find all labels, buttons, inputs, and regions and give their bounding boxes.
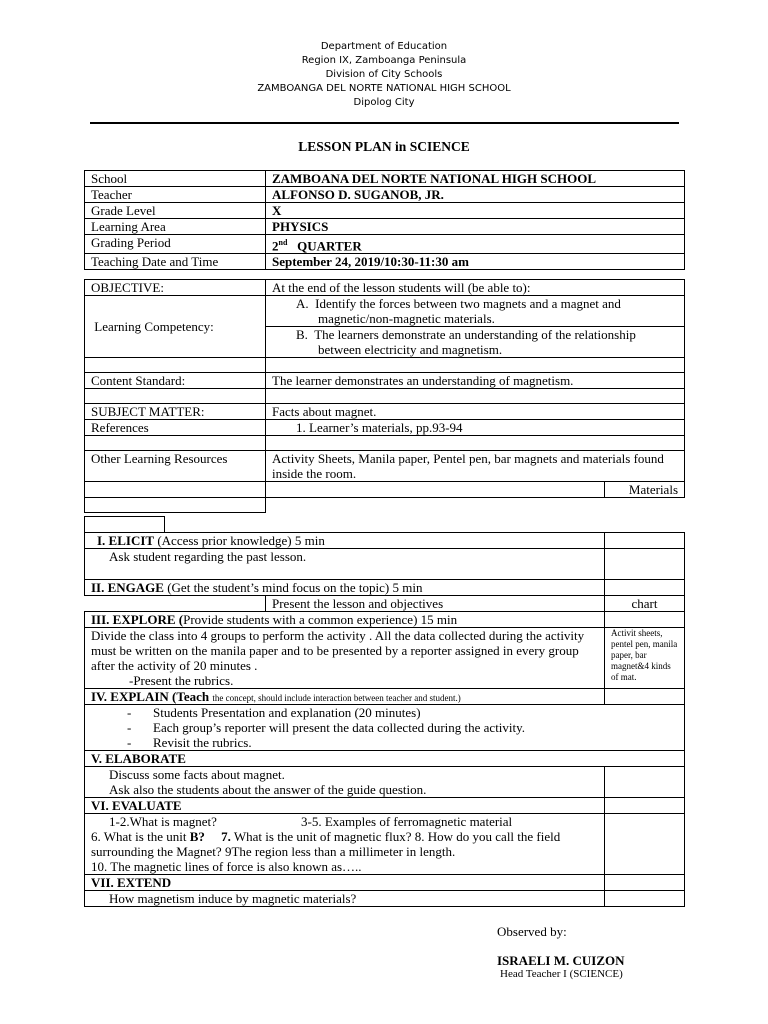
materials-header: Materials bbox=[604, 482, 684, 498]
info-table bbox=[84, 170, 685, 270]
explore-material: Activit sheets, pentel pen, manila paper, bar magnet&4 kinds of mat. bbox=[604, 628, 684, 689]
extend-text: How magnetism induce by magnetic materials? bbox=[85, 891, 605, 907]
area-label: Learning Area bbox=[85, 219, 266, 235]
observed-by-label: Observed by: bbox=[497, 924, 567, 939]
explain-header: IV. EXPLAIN (Teach the concept, should include interaction between teacher and student.) bbox=[85, 689, 605, 705]
letterhead-department: Department of Education bbox=[320, 41, 448, 52]
objective-intro: At the end of the lesson students will (be able to): bbox=[266, 280, 685, 296]
content-standard-value: The learner demonstrates an understanding of magnetism. bbox=[266, 373, 685, 389]
engage-material: chart bbox=[604, 596, 684, 612]
objective-a: A. Identify the forces between two magnets and a magnet and magnetic/non-magnetic materials. bbox=[266, 296, 685, 327]
period-value bbox=[266, 235, 685, 254]
table-row bbox=[85, 203, 685, 219]
table-row bbox=[85, 689, 685, 705]
area-value: PHYSICS bbox=[266, 219, 685, 235]
table-row bbox=[85, 751, 685, 767]
page-title: LESSON PLAN in SCIENCE bbox=[298, 139, 470, 154]
subject-matter-value: Facts about magnet. bbox=[266, 404, 685, 420]
grade-label: Grade Level bbox=[85, 203, 266, 219]
observer-name: ISRAELI M. CUIZON bbox=[497, 953, 625, 968]
elaborate-text: Discuss some facts about magnet. Ask also the students about the answer of the guide question. bbox=[85, 767, 605, 798]
procedure-table bbox=[84, 516, 685, 907]
teacher-label: Teacher bbox=[85, 187, 266, 203]
references-value: 1. Learner’s materials, pp.93-94 bbox=[266, 420, 685, 436]
table-row bbox=[85, 235, 685, 254]
table-row bbox=[85, 420, 685, 436]
explore-header: III. EXPLORE (Provide students with a common experience) 15 min bbox=[85, 612, 605, 628]
header-divider bbox=[90, 122, 679, 124]
other-resources-value: Activity Sheets, Manila paper, Pentel pen, bar magnets and materials found inside the room. bbox=[266, 451, 685, 482]
letterhead-division: Division of City Schools bbox=[325, 69, 443, 80]
evaluate-questions: 1-2.What is magnet? 3-5. Examples of ferromagnetic material 6. What is the unit B? 7. What is the unit of magnetic flux? 8. How do you call the field surrounding the Magnet? 9The region less than a millimeter in length. 10. The magnetic lines of force is also known as….. bbox=[85, 814, 605, 875]
date-label: Teaching Date and Time bbox=[85, 254, 266, 270]
period-suffix: nd bbox=[278, 238, 288, 247]
table-row bbox=[85, 389, 685, 404]
table-row bbox=[85, 533, 685, 549]
period-word: QUARTER bbox=[297, 238, 362, 254]
letterhead-region: Region IX, Zamboanga Peninsula bbox=[301, 55, 467, 66]
table-row bbox=[85, 219, 685, 235]
table-row bbox=[85, 612, 685, 628]
evaluate-header: VI. EVALUATE bbox=[85, 798, 605, 814]
table-row bbox=[85, 798, 685, 814]
table-row bbox=[85, 814, 685, 875]
table-row bbox=[85, 498, 685, 513]
table-row bbox=[85, 767, 685, 798]
content-standard-label: Content Standard: bbox=[85, 373, 266, 389]
elicit-text: Ask student regarding the past lesson. bbox=[85, 549, 605, 580]
table-row bbox=[85, 187, 685, 203]
objective-b: B. The learners demonstrate an understanding of the relationship between electricity and magnetism. bbox=[266, 327, 685, 358]
competency-label: Learning Competency: bbox=[85, 296, 266, 358]
references-label: References bbox=[85, 420, 266, 436]
extend-header: VII. EXTEND bbox=[85, 875, 605, 891]
grade-value: X bbox=[266, 203, 685, 219]
table-row bbox=[85, 254, 685, 270]
table-row bbox=[85, 296, 685, 327]
letterhead-school: ZAMBOANGA DEL NORTE NATIONAL HIGH SCHOOL bbox=[257, 83, 511, 94]
school-label: School bbox=[85, 171, 266, 187]
table-row bbox=[85, 596, 685, 612]
other-resources-label: Other Learning Resources bbox=[85, 451, 266, 482]
table-row bbox=[85, 373, 685, 389]
teacher-value: ALFONSO D. SUGANOB, JR. bbox=[266, 187, 685, 203]
period-number: 2 bbox=[272, 238, 279, 254]
letterhead-city: Dipolog City bbox=[353, 97, 415, 108]
engage-text: Present the lesson and objectives bbox=[266, 596, 605, 612]
table-row bbox=[85, 404, 685, 420]
elicit-header: I. ELICIT (Access prior knowledge) 5 min bbox=[85, 533, 605, 549]
explore-text: Divide the class into 4 groups to perform the activity . All the data collected during the activity must be written on the manila paper and to be presented by a reporter assigned in every group after the activity of 20 minutes . -Present the rubrics. bbox=[85, 628, 605, 689]
observer-position: Head Teacher I (SCIENCE) bbox=[500, 968, 623, 980]
table-row bbox=[85, 358, 685, 373]
table-row bbox=[85, 482, 685, 498]
table-row bbox=[85, 891, 685, 907]
table-row bbox=[85, 517, 685, 533]
table-row bbox=[85, 705, 685, 751]
table-row bbox=[85, 549, 685, 580]
table-row bbox=[85, 280, 685, 296]
engage-header: II. ENGAGE (Get the student’s mind focus on the topic) 5 min bbox=[85, 580, 605, 596]
objectives-table bbox=[84, 279, 685, 513]
table-row bbox=[85, 451, 685, 482]
objective-label: OBJECTIVE: bbox=[85, 280, 266, 296]
table-row bbox=[85, 875, 685, 891]
period-label: Grading Period bbox=[85, 235, 266, 254]
explain-list: - Students Presentation and explanation (20 minutes) - Each group’s reporter will present the data collected during the activity. - Revisit the rubrics. bbox=[85, 705, 685, 751]
subject-matter-label: SUBJECT MATTER: bbox=[85, 404, 266, 420]
school-value: ZAMBOANA DEL NORTE NATIONAL HIGH SCHOOL bbox=[266, 171, 685, 187]
date-value: September 24, 2019/10:30-11:30 am bbox=[266, 254, 685, 270]
table-row bbox=[85, 580, 685, 596]
table-row bbox=[85, 171, 685, 187]
elaborate-header: V. ELABORATE bbox=[85, 751, 685, 767]
table-row bbox=[85, 436, 685, 451]
table-row bbox=[85, 628, 685, 689]
